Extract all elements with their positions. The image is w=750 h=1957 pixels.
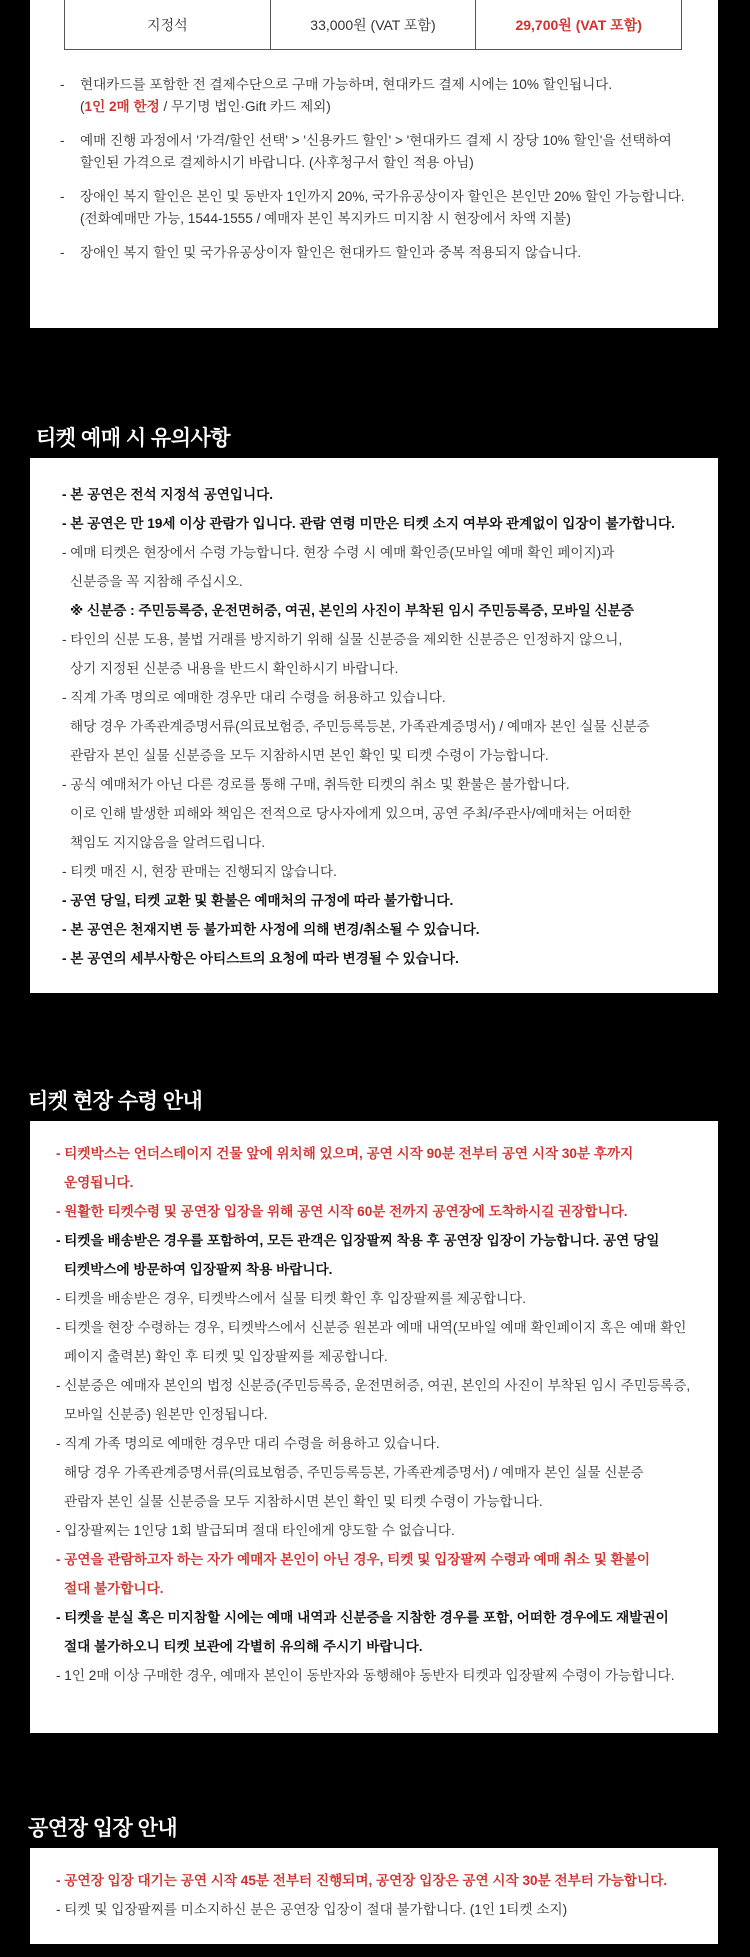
seat-type-cell: 지정석 (65, 0, 271, 49)
limit-highlight: 1인 2매 한정 (84, 99, 160, 114)
entry-line: - 공연장 입장 대기는 공연 시작 45분 전부터 진행되며, 공연장 입장은 공연 시작 30분 전부터 가능합니다. (56, 1873, 668, 1888)
price-note (60, 242, 700, 264)
caution-line: - 예매 티켓은 현장에서 수령 가능합니다. 현장 수령 시 예매 확인증(모바일 예매 확인 페이지)과 (62, 545, 615, 560)
pickup-line: - 입장팔찌는 1인당 1회 발급되며 절대 타인에게 양도할 수 없습니다. (56, 1523, 455, 1538)
price-notes-list (60, 74, 700, 276)
entry-section-title: 공연장 입장 안내 (28, 1817, 178, 1840)
caution-line: - 공식 예매처가 아닌 다른 경로를 통해 구매, 취득한 티켓의 취소 및 환불은 불가합니다. (62, 777, 570, 792)
pickup-line: 해당 경우 가족관계증명서류(의료보험증, 주민등록등본, 가족관계증명서) / 예매자 본인 실물 신분증 (64, 1465, 644, 1480)
note-text: ( (80, 99, 85, 114)
pickup-list (30, 1121, 718, 1690)
caution-line: 책임도 지지않음을 알려드립니다. (70, 835, 266, 850)
pickup-line: - 신분증은 예매자 본인의 법정 신분증(주민등록증, 운전면허증, 여권, 본인의 사진이 부착된 임시 주민등록증, (56, 1378, 691, 1393)
pickup-line: - 티켓을 분실 혹은 미지참할 시에는 예매 내역과 신분증을 지참한 경우를 포함, 어떠한 경우에도 재발권이 (56, 1610, 669, 1625)
note-text: 현대카드를 포함한 전 결제수단으로 구매 가능하며, 현대카드 결제 시에는 10% 할인됩니다. (80, 77, 613, 92)
entry-list (30, 1848, 718, 1924)
pickup-line: 절대 불가합니다. (64, 1581, 164, 1596)
caution-line: - 티켓 매진 시, 현장 판매는 진행되지 않습니다. (62, 864, 337, 879)
note-text: 할인된 가격으로 결제하시기 바랍니다. (사후청구서 할인 적용 아님) (80, 155, 474, 170)
caution-list (30, 458, 718, 973)
pickup-line: - 티켓박스는 언더스테이지 건물 앞에 위치해 있으며, 공연 시작 90분 전부터 공연 시작 30분 후까지 (56, 1146, 634, 1161)
pickup-line: - 티켓을 배송받은 경우를 포함하여, 모든 관객은 입장팔찌 착용 후 공연장 입장이 가능합니다. 공연 당일 (56, 1233, 660, 1248)
pickup-line: 모바일 신분증) 원본만 인정됩니다. (64, 1407, 268, 1422)
regular-price-cell: 33,000원 (VAT 포함) (271, 0, 477, 49)
caution-panel (30, 458, 718, 993)
caution-line: 신분증을 꼭 지참해 주십시오. (70, 574, 243, 589)
caution-line: - 본 공연은 전석 지정석 공연입니다. (62, 487, 274, 502)
caution-section-title: 티켓 예매 시 유의사항 (36, 427, 231, 450)
note-text: 장애인 복지 할인은 본인 및 동반자 1인까지 20%, 국가유공상이자 할인은 본인만 20% 할인 가능합니다. (80, 189, 685, 204)
pickup-line: - 1인 2매 이상 구매한 경우, 예매자 본인이 동반자와 동행해야 동반자 티켓과 입장팔찌 수령이 가능합니다. (56, 1668, 675, 1683)
price-note (60, 74, 700, 118)
note-text: / 무기명 법인·Gift 카드 제외) (159, 99, 331, 114)
caution-line: - 공연 당일, 티켓 교환 및 환불은 예매처의 규정에 따라 불가합니다. (62, 893, 454, 908)
caution-line: 상기 지정된 신분증 내용을 반드시 확인하시기 바랍니다. (70, 661, 399, 676)
note-text: (전화예매만 가능, 1544-1555 / 예매자 본인 복지카드 미지참 시 현장에서 차액 지불) (80, 211, 571, 226)
caution-line: - 직계 가족 명의로 예매한 경우만 대리 수령을 허용하고 있습니다. (62, 690, 446, 705)
price-table (64, 0, 682, 50)
pickup-line: 절대 불가하오니 티켓 보관에 각별히 유의해 주시기 바랍니다. (64, 1639, 423, 1654)
pickup-line: 티켓박스에 방문하여 입장팔찌 착용 바랍니다. (64, 1262, 333, 1277)
price-note (60, 186, 700, 230)
price-note (60, 130, 700, 174)
pickup-line: 운영됩니다. (64, 1175, 134, 1190)
pickup-line: - 티켓을 배송받은 경우, 티켓박스에서 실물 티켓 확인 후 입장팔찌를 제공합니다. (56, 1291, 527, 1306)
caution-line: - 본 공연의 세부사항은 아티스트의 요청에 따라 변경될 수 있습니다. (62, 951, 459, 966)
pickup-line: - 원활한 티켓수령 및 공연장 입장을 위해 공연 시작 60분 전까지 공연장에 도착하시길 권장합니다. (56, 1204, 628, 1219)
id-list-line: ※ 신분증 : 주민등록증, 운전면허증, 여권, 본인의 사진이 부착된 임시 주민등록증, 모바일 신분증 (70, 603, 635, 618)
pickup-line: - 직계 가족 명의로 예매한 경우만 대리 수령을 허용하고 있습니다. (56, 1436, 440, 1451)
note-text: 예매 진행 과정에서 '가격/할인 선택' > '신용카드 할인' > '현대카드 결제 시 장당 10% 할인'을 선택하여 (80, 133, 672, 148)
caution-line: - 본 공연은 천재지변 등 불가피한 사정에 의해 변경/취소될 수 있습니다. (62, 922, 480, 937)
caution-line: - 본 공연은 만 19세 이상 관람가 입니다. 관람 연령 미만은 티켓 소지 여부와 관계없이 입장이 불가합니다. (62, 516, 675, 531)
caution-line: 이로 인해 발생한 피해와 책임은 전적으로 당사자에게 있으며, 공연 주최/주관사/예매처는 어떠한 (70, 806, 632, 821)
price-info-panel (30, 0, 718, 328)
pickup-line: - 티켓을 현장 수령하는 경우, 티켓박스에서 신분증 원본과 예매 내역(모바일 예매 확인페이지 혹은 예매 확인 (56, 1320, 687, 1335)
sale-price-cell: 29,700원 (VAT 포함) (515, 16, 642, 33)
caution-line: 해당 경우 가족관계증명서류(의료보험증, 주민등록등본, 가족관계증명서) / 예매자 본인 실물 신분증 (70, 719, 650, 734)
pickup-line: 관람자 본인 실물 신분증을 모두 지참하시면 본인 확인 및 티켓 수령이 가능합니다. (64, 1494, 543, 1509)
pickup-section-title: 티켓 현장 수령 안내 (28, 1090, 203, 1113)
pickup-panel (30, 1121, 718, 1733)
entry-line: - 티켓 및 입장팔찌를 미소지하신 분은 공연장 입장이 절대 불가합니다. (1인 1티켓 소지) (56, 1902, 568, 1917)
caution-line: - 타인의 신분 도용, 불법 거래를 방지하기 위해 실물 신분증을 제외한 신분증은 인정하지 않으니, (62, 632, 623, 647)
caution-line: 관람자 본인 실물 신분증을 모두 지참하시면 본인 확인 및 티켓 수령이 가능합니다. (70, 748, 549, 763)
pickup-line: - 공연을 관람하고자 하는 자가 예매자 본인이 아닌 경우, 티켓 및 입장팔찌 수령과 예매 취소 및 환불이 (56, 1552, 650, 1567)
entry-panel (30, 1848, 718, 1944)
note-text: 장애인 복지 할인 및 국가유공상이자 할인은 현대카드 할인과 중복 적용되지 않습니다. (80, 245, 582, 260)
pickup-line: 페이지 출력본) 확인 후 티켓 및 입장팔찌를 제공합니다. (64, 1349, 388, 1364)
